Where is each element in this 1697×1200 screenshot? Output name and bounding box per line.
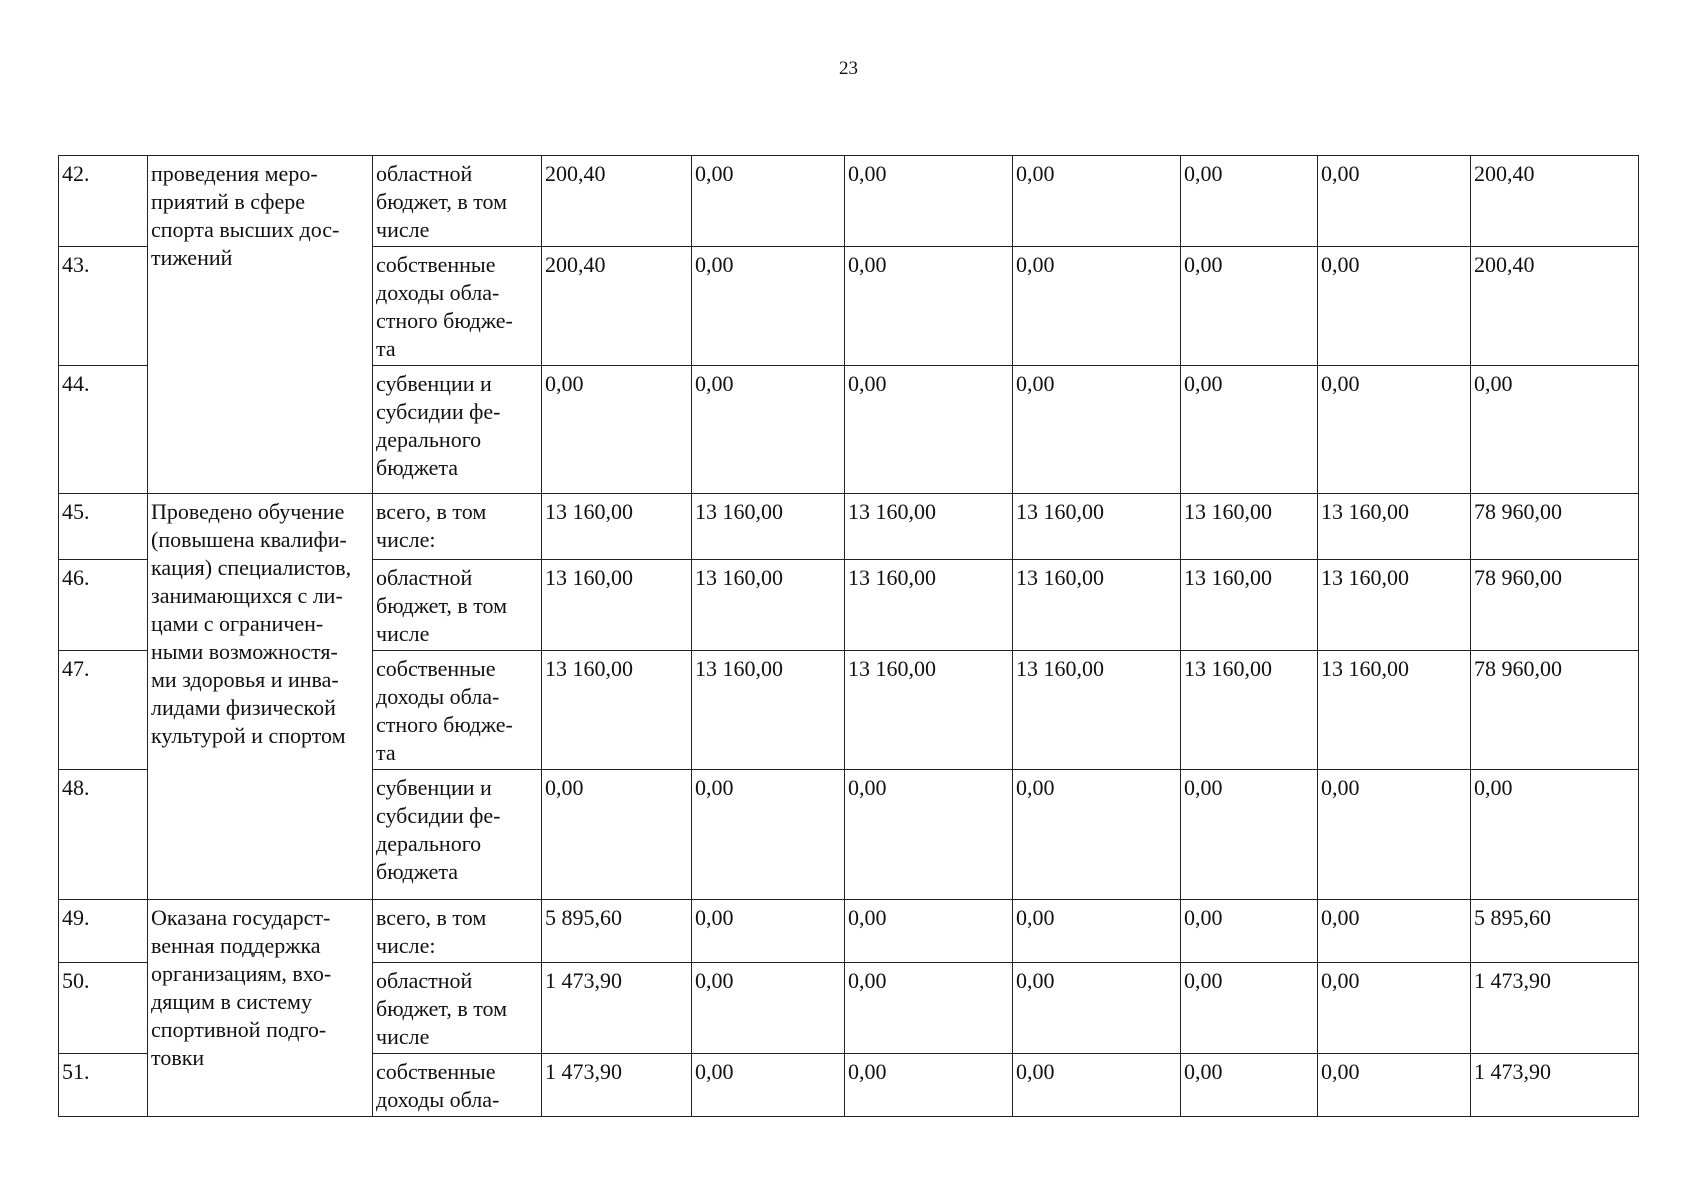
value-cell: 0,00	[692, 156, 845, 247]
value-cell: 0,00	[1181, 156, 1318, 247]
activity-description: Проведено обучение (повышена квалифи- кация) специалистов, занимающихся с ли- цами с ограничен- ными возможностя- ми здоровья и инва- лидами физической культурой и спортом	[148, 494, 373, 900]
activity-description: Оказана государст- венная поддержка организациям, вхо- дящим в систему спортивной подго- товки	[148, 900, 373, 1117]
row-number: 50.	[59, 963, 148, 1054]
value-cell: 13 160,00	[1181, 651, 1318, 770]
funding-source: субвенции и субсидии фе- дерального бюджета	[373, 770, 542, 900]
value-cell: 0,00	[1013, 247, 1181, 366]
value-cell: 13 160,00	[1181, 494, 1318, 560]
value-cell: 13 160,00	[1013, 560, 1181, 651]
row-number: 46.	[59, 560, 148, 651]
value-cell: 0,00	[1318, 900, 1471, 963]
value-cell: 0,00	[1318, 770, 1471, 900]
row-number: 49.	[59, 900, 148, 963]
value-cell: 0,00	[1318, 963, 1471, 1054]
value-cell: 0,00	[692, 1054, 845, 1117]
funding-source: областной бюджет, в том числе	[373, 156, 542, 247]
value-cell: 0,00	[1013, 1054, 1181, 1117]
total-cell: 78 960,00	[1471, 560, 1639, 651]
value-cell: 0,00	[845, 247, 1013, 366]
value-cell: 0,00	[845, 156, 1013, 247]
value-cell: 13 160,00	[845, 560, 1013, 651]
total-cell: 200,40	[1471, 247, 1639, 366]
value-cell: 0,00	[1318, 1054, 1471, 1117]
value-cell: 0,00	[845, 770, 1013, 900]
total-cell: 1 473,90	[1471, 1054, 1639, 1117]
row-number: 47.	[59, 651, 148, 770]
value-cell: 0,00	[1318, 366, 1471, 494]
value-cell: 0,00	[845, 1054, 1013, 1117]
table-row	[59, 900, 1639, 963]
value-cell: 0,00	[542, 366, 692, 494]
row-number: 43.	[59, 247, 148, 366]
total-cell: 0,00	[1471, 770, 1639, 900]
value-cell: 0,00	[845, 900, 1013, 963]
budget-table	[58, 155, 1639, 1117]
value-cell: 13 160,00	[1318, 494, 1471, 560]
value-cell: 13 160,00	[845, 651, 1013, 770]
funding-source: собственные доходы обла-	[373, 1054, 542, 1117]
page-number: 23	[839, 58, 858, 79]
value-cell: 0,00	[1013, 963, 1181, 1054]
row-number: 48.	[59, 770, 148, 900]
value-cell: 0,00	[1013, 366, 1181, 494]
value-cell: 13 160,00	[845, 494, 1013, 560]
value-cell: 13 160,00	[542, 560, 692, 651]
value-cell: 0,00	[692, 366, 845, 494]
value-cell: 0,00	[1181, 1054, 1318, 1117]
value-cell: 200,40	[542, 247, 692, 366]
value-cell: 0,00	[1181, 247, 1318, 366]
value-cell: 0,00	[692, 900, 845, 963]
total-cell: 1 473,90	[1471, 963, 1639, 1054]
row-number: 42.	[59, 156, 148, 247]
funding-source: областной бюджет, в том числе	[373, 963, 542, 1054]
value-cell: 0,00	[1181, 366, 1318, 494]
funding-source: всего, в том числе:	[373, 900, 542, 963]
funding-source: областной бюджет, в том числе	[373, 560, 542, 651]
value-cell: 0,00	[845, 366, 1013, 494]
value-cell: 0,00	[1181, 900, 1318, 963]
activity-description: проведения меро- приятий в сфере спорта высших дос- тижений	[148, 156, 373, 494]
total-cell: 78 960,00	[1471, 651, 1639, 770]
value-cell: 0,00	[1318, 247, 1471, 366]
value-cell: 5 895,60	[542, 900, 692, 963]
value-cell: 1 473,90	[542, 1054, 692, 1117]
value-cell: 13 160,00	[1318, 651, 1471, 770]
funding-source: субвенции и субсидии фе- дерального бюджета	[373, 366, 542, 494]
value-cell: 0,00	[692, 247, 845, 366]
value-cell: 0,00	[692, 963, 845, 1054]
value-cell: 0,00	[845, 963, 1013, 1054]
row-number: 44.	[59, 366, 148, 494]
value-cell: 0,00	[1013, 156, 1181, 247]
value-cell: 0,00	[542, 770, 692, 900]
row-number: 45.	[59, 494, 148, 560]
value-cell: 0,00	[1318, 156, 1471, 247]
value-cell: 13 160,00	[542, 651, 692, 770]
funding-source: собственные доходы обла- стного бюдже- та	[373, 651, 542, 770]
value-cell: 0,00	[1181, 770, 1318, 900]
value-cell: 13 160,00	[692, 494, 845, 560]
value-cell: 0,00	[1013, 900, 1181, 963]
value-cell: 200,40	[542, 156, 692, 247]
funding-source: собственные доходы обла- стного бюдже- та	[373, 247, 542, 366]
value-cell: 0,00	[1013, 770, 1181, 900]
row-number: 51.	[59, 1054, 148, 1117]
total-cell: 0,00	[1471, 366, 1639, 494]
value-cell: 13 160,00	[1181, 560, 1318, 651]
total-cell: 78 960,00	[1471, 494, 1639, 560]
value-cell: 0,00	[692, 770, 845, 900]
value-cell: 13 160,00	[692, 560, 845, 651]
value-cell: 13 160,00	[542, 494, 692, 560]
value-cell: 13 160,00	[1013, 494, 1181, 560]
value-cell: 0,00	[1181, 963, 1318, 1054]
value-cell: 13 160,00	[1318, 560, 1471, 651]
value-cell: 1 473,90	[542, 963, 692, 1054]
value-cell: 13 160,00	[1013, 651, 1181, 770]
funding-source: всего, в том числе:	[373, 494, 542, 560]
total-cell: 200,40	[1471, 156, 1639, 247]
table-row	[59, 156, 1639, 247]
table-row	[59, 494, 1639, 560]
total-cell: 5 895,60	[1471, 900, 1639, 963]
value-cell: 13 160,00	[692, 651, 845, 770]
